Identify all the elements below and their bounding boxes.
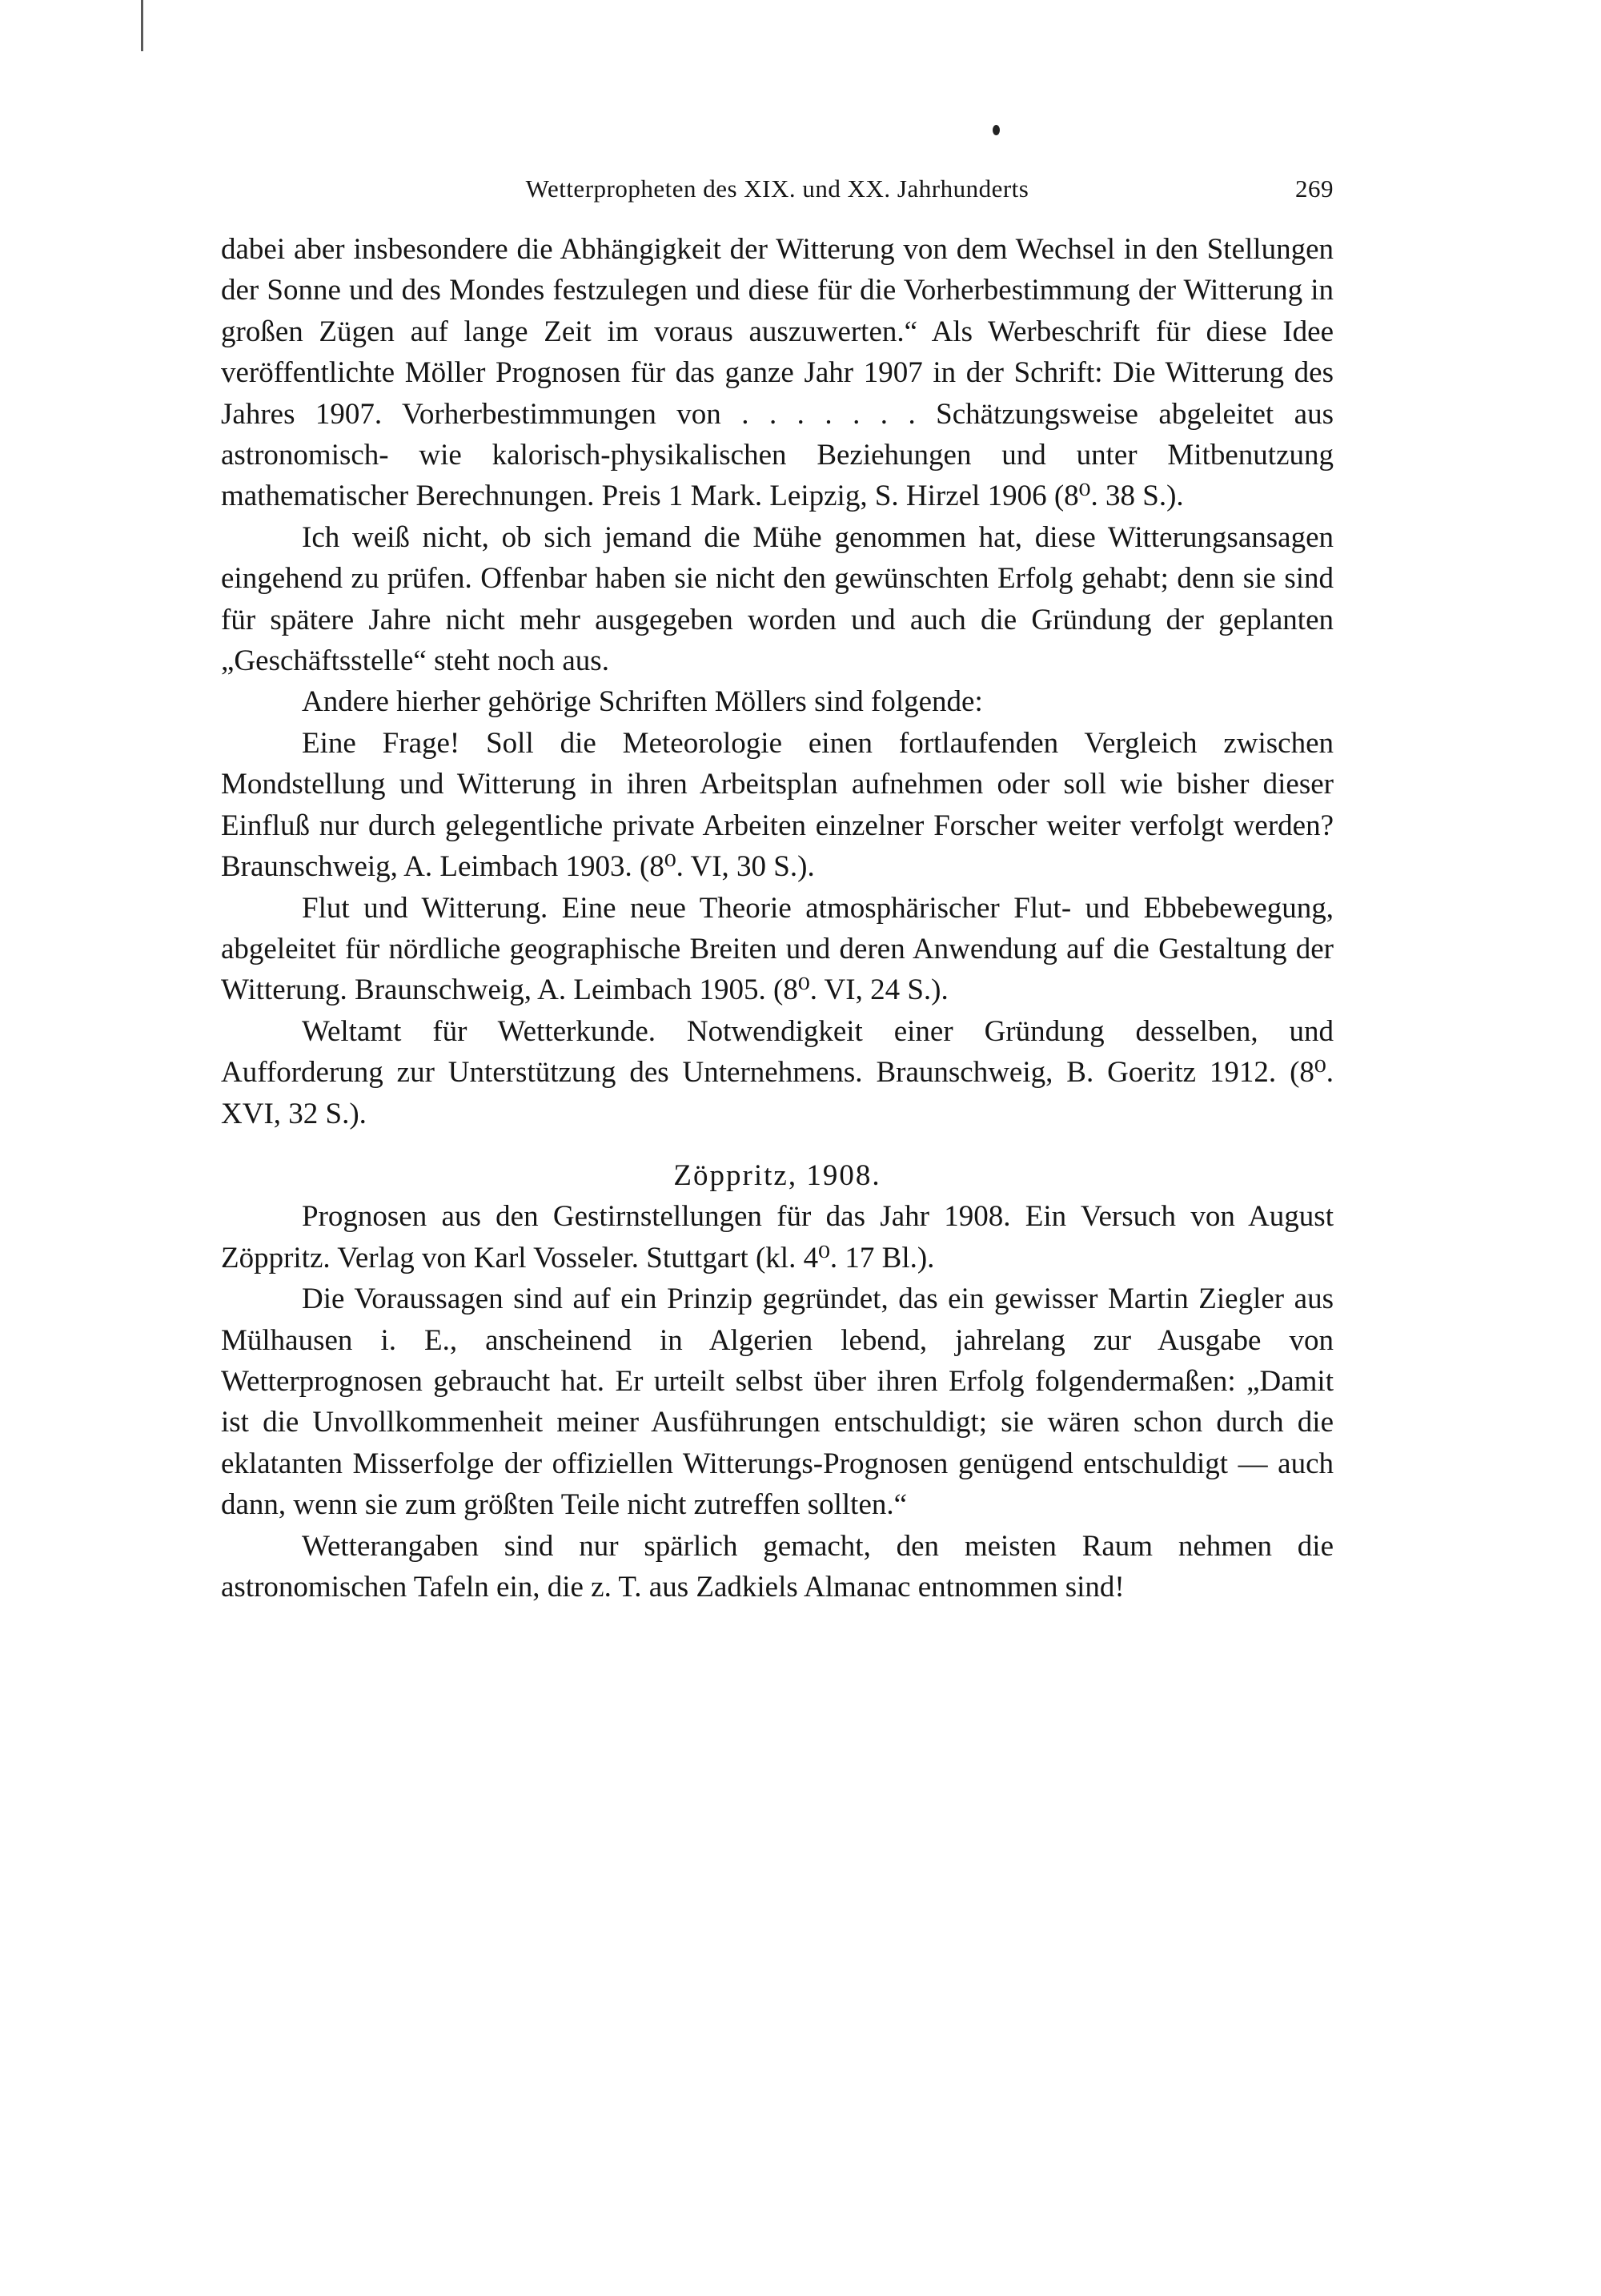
paragraph-work-eine-frage: Eine Frage! Soll die Meteorologie einen fortlaufenden Vergleich zwischen Mondstellung und Witterung in ihren Arbeitsplan aufnehmen oder soll wie bisher dieser Einfluß nur durch gelegentliche private Arbeiten einzelner Forscher weiter verfolgt werden? Braunschweig, A. Leimbach 1903. (8⁰. VI, 30 S.). <box>221 726 1334 884</box>
paragraph-work-flut-und-witterung: Flut und Witterung. Eine neue Theorie atmosphärischer Flut- und Ebbebewegung, abgeleitet für nördliche geographische Breiten und deren Anwendung auf die Gestaltung der Witterung. Braunschweig, A. Leimbach 1905. (8⁰. VI, 24 S.). <box>221 891 1334 1007</box>
main-text <box>221 229 1334 1608</box>
ink-dot-mark <box>993 125 1000 135</box>
running-header <box>221 175 1334 211</box>
running-title: Wetterpropheten des XIX. und XX. Jahrhunderts <box>525 175 1029 203</box>
paragraph-assessment: Ich weiß nicht, ob sich jemand die Mühe genommen hat, diese Witterungsansagen eingehend zu prüfen. Offenbar haben sie nicht den gewünschten Erfolg gehabt; denn sie sind für spätere Jahre nicht mehr ausgegeben worden und auch die Gründung der geplanten „Geschäftsstelle“ steht noch aus. <box>221 520 1334 678</box>
paragraph-zoeppritz-principle: Die Voraussagen sind auf ein Prinzip gegründet, das ein gewisser Martin Ziegler aus Mülhausen i. E., anscheinend in Algerien lebend, jahrelang zur Ausgabe von Wetterprognosen gebraucht hat. Er urteilt selbst über ihren Erfolg folgendermaßen: „Damit ist die Unvollkommenheit meiner Ausführungen entschuldigt; sie wären schon durch die eklatanten Misserfolge der offiziellen Witterungs-Prognosen genügend entschuldigt — auch dann, wenn sie zum größten Teile nicht zutreffen sollten.“ <box>221 1282 1334 1522</box>
paragraph-zoeppritz-conclusion: Wetterangaben sind nur spärlich gemacht, den meisten Raum nehmen die astronomischen Tafeln ein, die z. T. aus Zadkiels Almanac entnommen sind! <box>221 1529 1334 1604</box>
scan-edge-mark <box>141 0 143 51</box>
paragraph-continuation: dabei aber insbesondere die Abhängigkeit der Witterung von dem Wechsel in den Stellungen der Sonne und des Mondes festzulegen und diese für die Vorherbestimmung der Witterung in großen Zügen auf lange Zeit im voraus auszuwerten.“ Als Werbeschrift für diese Idee veröffentlichte Möller Prognosen für das ganze Jahr 1907 in der Schrift: Die Witterung des Jahres 1907. Vorherbestimmungen von . . . . . . . Schätzungsweise abgeleitet aus astronomisch- wie kalorisch-physikalischen Beziehungen und unter Mitbenutzung mathematischer Berechnungen. Preis 1 Mark. Leipzig, S. Hirzel 1906 (8⁰. 38 S.). <box>221 233 1334 513</box>
paragraph-work-weltamt: Weltamt für Wetterkunde. Notwendigkeit einer Gründung desselben, und Aufforderung zur Unterstützung des Unternehmens. Braunschweig, B. Goeritz 1912. (8⁰. XVI, 32 S.). <box>221 1014 1334 1130</box>
paragraph-zoeppritz-citation: Prognosen aus den Gestirnstellungen für das Jahr 1908. Ein Versuch von August Zöppritz. Verlag von Karl Vosseler. Stuttgart (kl. 4⁰. 17 Bl.). <box>221 1200 1334 1274</box>
section-heading: Zöppritz, 1908. <box>673 1158 881 1192</box>
paragraph-list-intro: Andere hierher gehörige Schriften Möllers sind folgende: <box>302 685 983 719</box>
page-number: 269 <box>1295 175 1334 203</box>
